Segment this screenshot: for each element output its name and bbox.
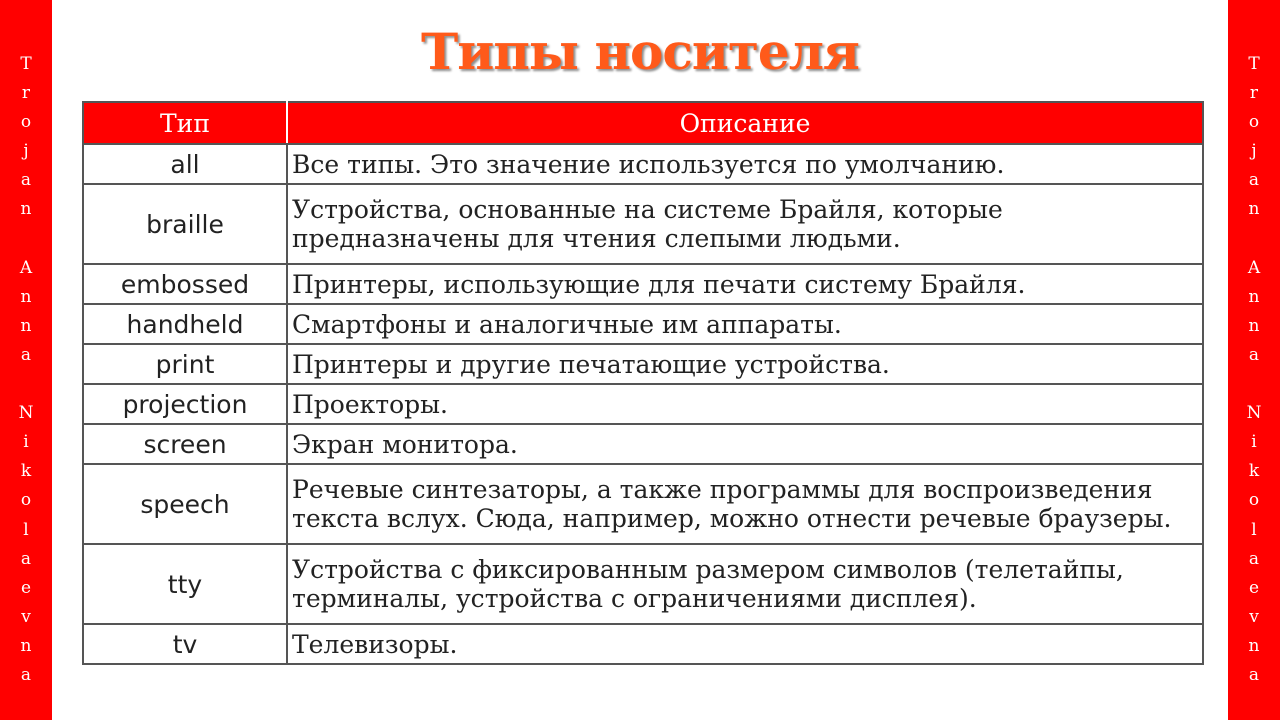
cell-description: Устройства с фиксированным размером символов (телетайпы, терминалы, устройства с ограничениями дисплея). bbox=[287, 544, 1203, 624]
table-row bbox=[83, 624, 1203, 664]
table-row bbox=[83, 384, 1203, 424]
side-letter: j bbox=[1251, 141, 1257, 162]
side-letter: N bbox=[1246, 403, 1262, 424]
side-letter: l bbox=[1251, 519, 1257, 540]
side-letter: n bbox=[20, 315, 32, 336]
cell-description: Принтеры, использующие для печати систему Брайля. bbox=[287, 264, 1203, 304]
cell-description: Речевые синтезаторы, а также программы для воспроизведения текста вслух. Сюда, например, можно отнести речевые браузеры. bbox=[287, 464, 1203, 544]
cell-description: Смартфоны и аналогичные им аппараты. bbox=[287, 304, 1203, 344]
side-letter: a bbox=[20, 170, 32, 191]
cell-type: handheld bbox=[83, 304, 287, 344]
side-letter: A bbox=[1247, 257, 1261, 278]
side-letter: T bbox=[20, 54, 32, 74]
side-letter: v bbox=[1249, 606, 1259, 627]
side-letter: A bbox=[19, 257, 33, 278]
side-letter: l bbox=[23, 519, 29, 540]
side-letter: n bbox=[1248, 286, 1260, 307]
side-letter: a bbox=[1248, 548, 1260, 569]
header-description: Описание bbox=[287, 102, 1203, 144]
side-letter: n bbox=[1248, 315, 1260, 336]
table-row bbox=[83, 144, 1203, 184]
cell-description: Телевизоры. bbox=[287, 624, 1203, 664]
table-row bbox=[83, 544, 1203, 624]
cell-description: Принтеры и другие печатающие устройства. bbox=[287, 344, 1203, 384]
side-letter: k bbox=[1248, 461, 1260, 482]
cell-type: print bbox=[83, 344, 287, 384]
side-letter: j bbox=[23, 141, 29, 162]
header-type: Тип bbox=[83, 102, 287, 144]
cell-type: all bbox=[83, 144, 287, 184]
side-spacer bbox=[1228, 370, 1280, 399]
side-letter: a bbox=[20, 664, 32, 685]
side-letter: n bbox=[20, 635, 32, 656]
cell-type: braille bbox=[83, 184, 287, 264]
side-letter: r bbox=[21, 83, 31, 104]
side-spacer bbox=[0, 225, 52, 254]
side-letter: a bbox=[20, 548, 32, 569]
cell-type: screen bbox=[83, 424, 287, 464]
side-letter: e bbox=[1248, 577, 1260, 598]
media-types-table bbox=[82, 101, 1204, 665]
side-letter: n bbox=[20, 199, 32, 220]
table-header-row bbox=[83, 102, 1203, 144]
cell-type: tv bbox=[83, 624, 287, 664]
side-letter: n bbox=[1248, 199, 1260, 220]
side-letter: k bbox=[20, 461, 32, 482]
left-side-banner bbox=[0, 0, 52, 720]
side-letter: n bbox=[1248, 635, 1260, 656]
side-letter: o bbox=[20, 112, 32, 133]
cell-description: Все типы. Это значение используется по умолчанию. bbox=[287, 144, 1203, 184]
side-letter: T bbox=[1248, 54, 1260, 74]
cell-type: embossed bbox=[83, 264, 287, 304]
slide-title: Типы носителя bbox=[421, 22, 859, 81]
side-spacer bbox=[0, 370, 52, 399]
table-row bbox=[83, 424, 1203, 464]
side-letter: a bbox=[1248, 344, 1260, 365]
side-letter: v bbox=[21, 606, 31, 627]
side-spacer bbox=[1228, 225, 1280, 254]
cell-description: Экран монитора. bbox=[287, 424, 1203, 464]
table-row bbox=[83, 264, 1203, 304]
side-letter: r bbox=[1249, 83, 1259, 104]
cell-type: speech bbox=[83, 464, 287, 544]
table-row bbox=[83, 464, 1203, 544]
side-letter: o bbox=[20, 490, 32, 511]
side-letter: i bbox=[1251, 432, 1257, 453]
table-row bbox=[83, 184, 1203, 264]
side-letter: a bbox=[1248, 664, 1260, 685]
cell-type: tty bbox=[83, 544, 287, 624]
side-letter: o bbox=[1248, 490, 1260, 511]
side-letter: a bbox=[1248, 170, 1260, 191]
side-letter: a bbox=[20, 344, 32, 365]
table-row bbox=[83, 344, 1203, 384]
side-letter: n bbox=[20, 286, 32, 307]
side-letter: e bbox=[20, 577, 32, 598]
cell-description: Проекторы. bbox=[287, 384, 1203, 424]
table-row bbox=[83, 304, 1203, 344]
right-side-banner bbox=[1228, 0, 1280, 720]
cell-type: projection bbox=[83, 384, 287, 424]
side-letter: N bbox=[18, 403, 34, 424]
side-letter: i bbox=[23, 432, 29, 453]
side-letter: o bbox=[1248, 112, 1260, 133]
cell-description: Устройства, основанные на системе Брайля, которые предназначены для чтения слепыми людьми. bbox=[287, 184, 1203, 264]
